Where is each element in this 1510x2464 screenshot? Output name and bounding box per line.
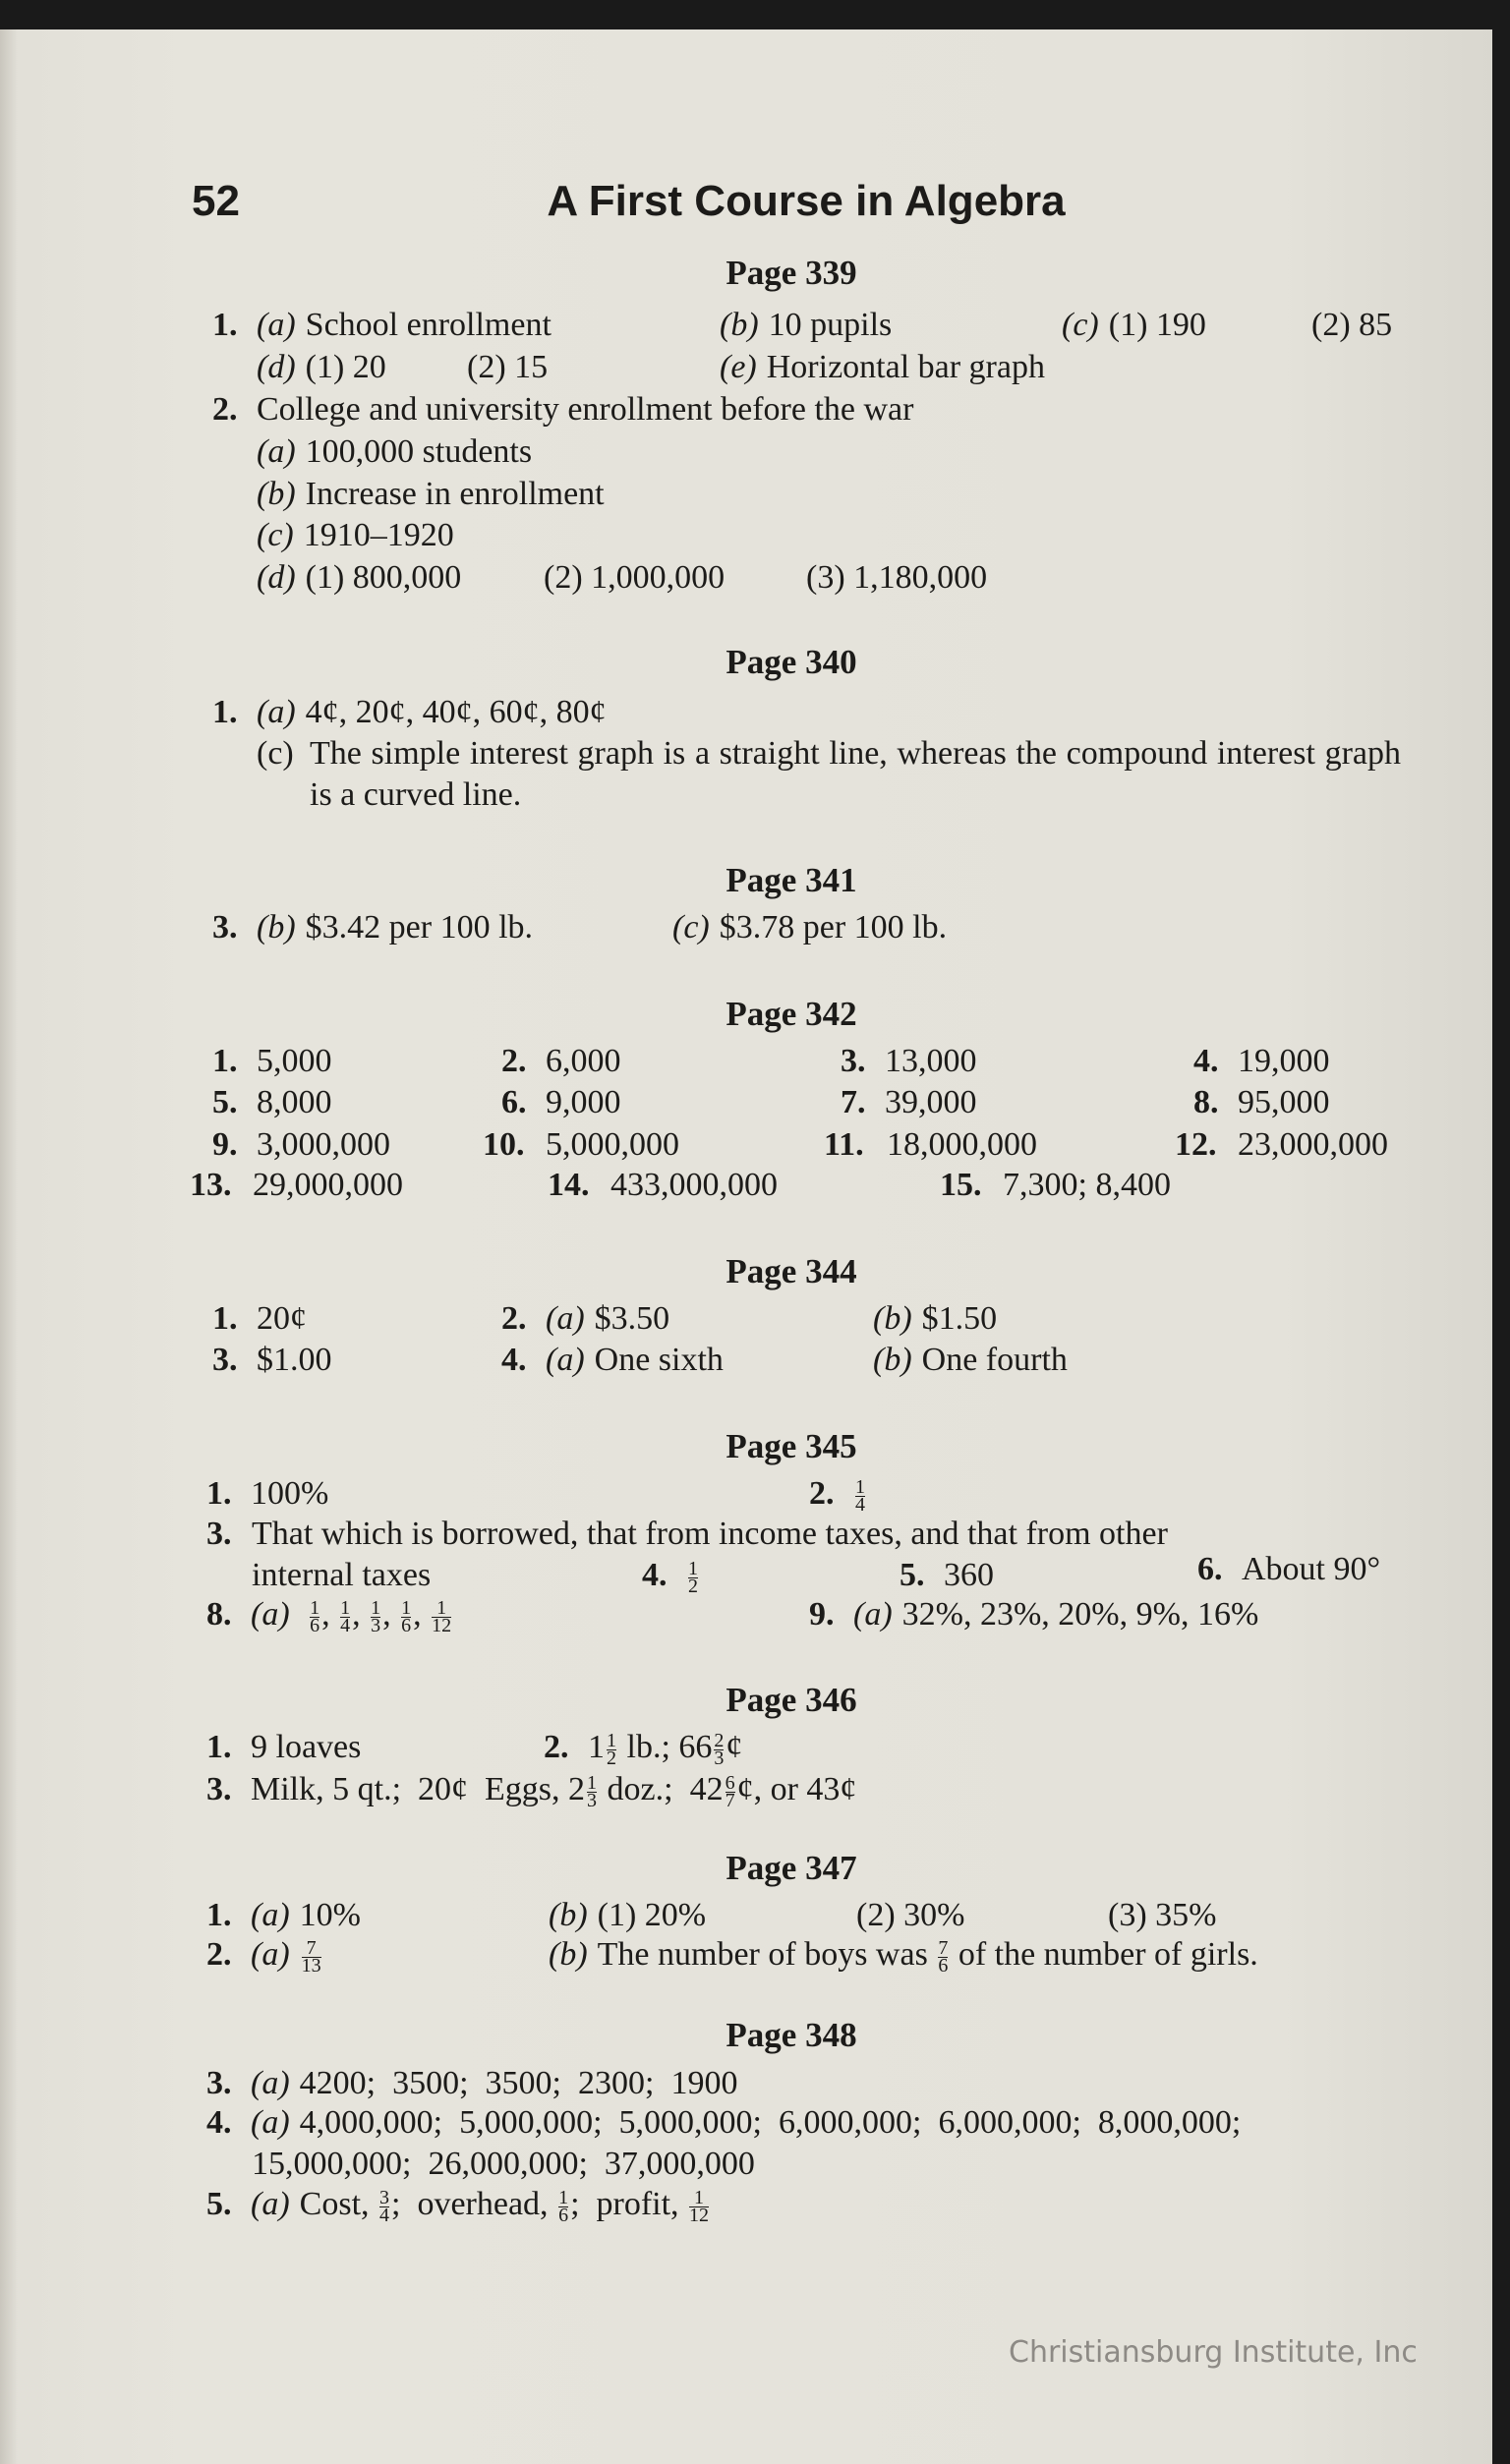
section-heading-342: Page 342 bbox=[726, 995, 857, 1033]
answer-342-item: 3. 13,000 bbox=[841, 1043, 977, 1079]
answer-348-5a: 5. (a) Cost, $\frac{3}{4}$ ; overhead, $\frac{1}{6}$ ; profit, $\frac{1}{12}$ bbox=[206, 2186, 710, 2226]
answer-342-item: 1. 5,000 bbox=[212, 1043, 332, 1079]
answer-340-1a: 1. (a) 4¢, 20¢, 40¢, 60¢, 80¢ bbox=[212, 694, 607, 730]
answer-339-1c2: (2) 85 bbox=[1311, 307, 1393, 343]
answer-341-3c: (c) $3.78 per 100 lb. bbox=[672, 909, 948, 945]
section-heading-344: Page 344 bbox=[726, 1252, 857, 1290]
answer-339-2d: (d) (1) 800,000 bbox=[257, 559, 462, 596]
fraction: $\frac{1}{3}$ bbox=[587, 1771, 598, 1811]
answer-345-9a: 9. (a) 32%, 23%, 20%, 9%, 16% bbox=[809, 1596, 1259, 1633]
answer-344-4a: 4. (a) One sixth bbox=[501, 1342, 724, 1378]
fraction: $\frac{7}{6}$ bbox=[938, 1936, 949, 1977]
fraction: $\frac{2}{3}$ bbox=[714, 1729, 725, 1769]
answer-342-item: 15. 7,300; 8,400 bbox=[940, 1167, 1171, 1203]
answer-347-2b: (b) The number of boys was $\frac{7}{6}$ of the number of girls. bbox=[549, 1936, 1258, 1977]
answer-346-3: 3. Milk, 5 qt.; 20¢ Eggs, 2 $\frac{1}{3}$ doz.; 42 $\frac{6}{7}$ ¢, or 43¢ bbox=[206, 1771, 857, 1811]
section-heading-345: Page 345 bbox=[726, 1427, 857, 1465]
section-heading-341: Page 341 bbox=[726, 861, 857, 899]
answer-344-1: 1. 20¢ bbox=[212, 1300, 307, 1337]
answer-342-item: 6. 9,000 bbox=[501, 1084, 621, 1120]
answer-346-1: 1. 9 loaves bbox=[206, 1729, 362, 1765]
answer-342-item: 13. 29,000,000 bbox=[190, 1167, 403, 1203]
answer-345-8a: 8. (a) $\frac{1}{6}$ , $\frac{1}{4}$ , $\frac{1}{3}$ , $\frac{1}{6}$ , $\frac{1}{12}$ bbox=[206, 1596, 452, 1636]
answer-347-1a: 1. (a) 10% bbox=[206, 1897, 361, 1933]
answer-348-3a: 3. (a) 4200; 3500; 3500; 2300; 1900 bbox=[206, 2065, 738, 2101]
answer-347-1b: (b) (1) 20% bbox=[549, 1897, 707, 1933]
watermark: Christiansburg Institute, Inc bbox=[1009, 2335, 1418, 2370]
answer-345-3-number: 3. bbox=[206, 1516, 232, 1552]
answer-342-item: 9. 3,000,000 bbox=[212, 1126, 390, 1163]
answer-339-2d2: (2) 1,000,000 bbox=[544, 559, 726, 596]
answer-344-2b: (b) $1.50 bbox=[873, 1300, 998, 1337]
answer-339-1a: 1. (a) School enrollment bbox=[212, 307, 552, 343]
section-heading-339: Page 339 bbox=[726, 254, 857, 292]
answer-342-item: 14. 433,000,000 bbox=[548, 1167, 778, 1203]
answer-339-2a: (a) 100,000 students bbox=[257, 433, 533, 470]
answer-345-5: 5. 360 bbox=[900, 1557, 994, 1593]
answer-342-item: 10. 5,000,000 bbox=[483, 1126, 679, 1163]
fraction: $\frac{1}{2}$ bbox=[688, 1557, 698, 1597]
answer-339-1c: (c) (1) 190 bbox=[1062, 307, 1206, 343]
answer-341-3b: 3. (b) $3.42 per 100 lb. bbox=[212, 909, 534, 945]
answer-346-2: 2. 1 $\frac{1}{2}$ lb.; 66 $\frac{2}{3}$ ¢ bbox=[544, 1729, 743, 1769]
answer-347-1b2: (2) 30% bbox=[856, 1897, 965, 1933]
answer-339-1d: (d) (1) 20 bbox=[257, 349, 386, 385]
answer-340-1c: The simple interest graph is a straight line, whereas the compound interest graph is a curved line. bbox=[310, 735, 1401, 813]
answer-342-item: 5. 8,000 bbox=[212, 1084, 332, 1120]
answer-342-item: 2. 6,000 bbox=[501, 1043, 621, 1079]
fraction: $\frac{1}{6}$ bbox=[310, 1596, 320, 1636]
answer-339-1e: (e) Horizontal bar graph bbox=[720, 349, 1045, 385]
answer-342-item: 11. 18,000,000 bbox=[824, 1126, 1037, 1163]
section-heading-348: Page 348 bbox=[726, 2016, 857, 2054]
answer-339-2c: (c) 1910–1920 bbox=[257, 517, 454, 553]
fraction: $\frac{6}{7}$ bbox=[725, 1771, 735, 1811]
answer-345-3-cont: internal taxes bbox=[252, 1557, 432, 1593]
section-heading-340: Page 340 bbox=[726, 643, 857, 681]
fraction: $\frac{1}{2}$ bbox=[607, 1729, 616, 1769]
answer-342-item: 8. 95,000 bbox=[1193, 1084, 1330, 1120]
fraction: $\frac{1}{12}$ bbox=[432, 1596, 452, 1636]
answer-347-1b3: (3) 35% bbox=[1108, 1897, 1217, 1933]
fraction: $\frac{1}{12}$ bbox=[689, 2186, 710, 2226]
answer-342-item: 12. 23,000,000 bbox=[1175, 1126, 1388, 1163]
answer-348-4a: 4. (a) 4,000,000; 5,000,000; 5,000,000; 6,000,000; 6,000,000; 8,000,000; bbox=[206, 2104, 1242, 2141]
fraction: $\frac{1}{6}$ bbox=[558, 2186, 569, 2226]
answer-339-1b: (b) 10 pupils bbox=[720, 307, 893, 343]
fraction: $\frac{1}{6}$ bbox=[401, 1596, 412, 1636]
answer-344-4b: (b) One fourth bbox=[873, 1342, 1068, 1378]
answer-344-2a: 2. (a) $3.50 bbox=[501, 1300, 670, 1337]
answer-348-4a-cont: 15,000,000; 26,000,000; 37,000,000 bbox=[252, 2146, 755, 2182]
fraction: $\frac{1}{4}$ bbox=[340, 1596, 351, 1636]
page-number: 52 bbox=[192, 177, 240, 225]
answer-345-3: That which is borrowed, that from income taxes, and that from other bbox=[252, 1516, 1168, 1552]
fraction: $\frac{7}{13}$ bbox=[301, 1936, 321, 1977]
answer-345-6: 6. About 90° bbox=[1197, 1551, 1381, 1587]
answer-339-2b: (b) Increase in enrollment bbox=[257, 476, 605, 512]
answer-342-item: 7. 39,000 bbox=[841, 1084, 977, 1120]
answer-344-3: 3. $1.00 bbox=[212, 1342, 332, 1378]
answer-345-4: 4. $\frac{1}{2}$ bbox=[642, 1557, 698, 1597]
running-title: A First Course in Algebra bbox=[547, 177, 1066, 225]
section-heading-346: Page 346 bbox=[726, 1681, 857, 1719]
fraction: $\frac{3}{4}$ bbox=[379, 2186, 390, 2226]
fraction: $\frac{1}{3}$ bbox=[371, 1596, 381, 1636]
section-heading-347: Page 347 bbox=[726, 1849, 857, 1887]
answer-342-item: 4. 19,000 bbox=[1193, 1043, 1330, 1079]
answer-345-1: 1. 100% bbox=[206, 1475, 329, 1512]
fraction: $\frac{1}{4}$ bbox=[855, 1475, 865, 1516]
answer-339-2d3: (3) 1,180,000 bbox=[806, 559, 988, 596]
answer-345-2: 2. $\frac{1}{4}$ bbox=[809, 1475, 865, 1516]
answer-340-1c-label: (c) bbox=[257, 735, 294, 772]
answer-339-2: 2. College and university enrollment before the war bbox=[212, 391, 914, 428]
answer-339-1d2: (2) 15 bbox=[467, 349, 549, 385]
answer-347-2a: 2. (a) $\frac{7}{13}$ bbox=[206, 1936, 321, 1977]
